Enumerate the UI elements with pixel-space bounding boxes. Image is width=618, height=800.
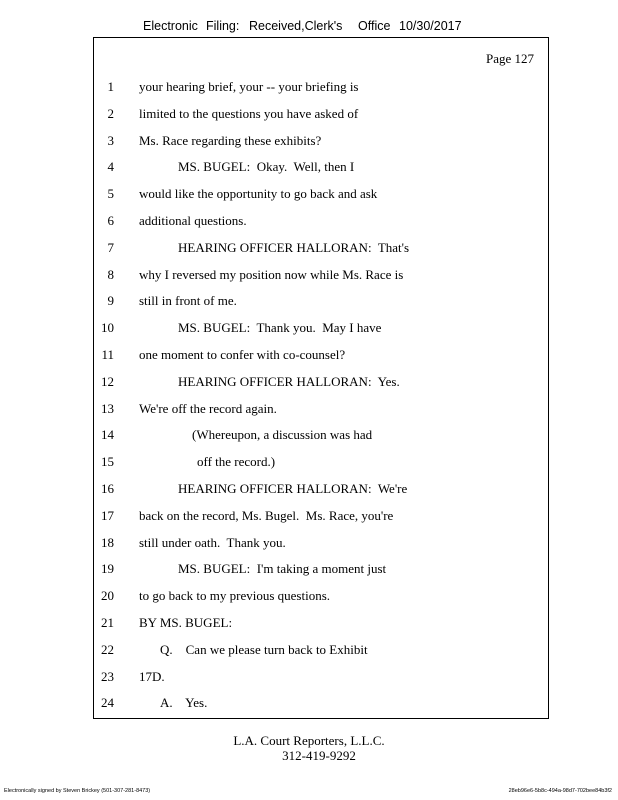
transcript-line [94,668,548,695]
line-number: 24 [101,695,114,711]
line-text: limited to the questions you have asked of [139,105,359,121]
line-number: 3 [107,132,114,148]
transcript-line [94,426,548,453]
line-text: A. Yes. [160,695,208,711]
filing-header [0,19,618,37]
line-text: would like the opportunity to go back and ask [139,186,378,202]
line-number: 8 [107,266,114,282]
line-text: still under oath. Thank you. [139,534,286,550]
line-text: to go back to my previous questions. [139,588,331,604]
page-number: Page 127 [485,51,534,66]
filing-header-office: Office [358,19,391,33]
line-text: HEARING OFFICER HALLORAN: Yes. [178,373,400,389]
line-number: 20 [101,588,114,604]
transcript-line [94,507,548,534]
line-text: additional questions. [139,212,247,228]
transcript-line [94,212,548,239]
transcript-line [94,266,548,293]
line-number: 1 [107,79,114,94]
line-number: 18 [101,534,114,550]
line-number: 21 [101,614,114,630]
transcript-line [94,373,548,400]
line-number: 4 [107,159,114,175]
transcript-line [94,534,548,561]
line-text: off the record.) [197,454,276,470]
line-text: still in front of me. [139,293,237,309]
line-number: 16 [101,480,114,496]
line-number: 2 [107,105,114,121]
filing-header-filing: Filing: [206,19,240,33]
filing-header-electronic: Electronic [143,19,198,33]
transcript-line [94,694,548,721]
transcript-line [94,346,548,373]
line-number: 22 [101,641,114,657]
transcript-lines [94,78,548,721]
footer-company: L.A. Court Reporters, L.L.C. [233,733,385,748]
line-number: 5 [107,186,114,202]
signature-hash: 28eb96e6-5b8c-494a-98d7-702bee84b3f2 [508,788,612,794]
line-number: 14 [101,427,114,443]
footer-phone: 312-419-9292 [282,748,356,763]
line-number: 19 [101,561,114,577]
line-text: (Whereupon, a discussion was had [192,427,373,443]
transcript-line [94,239,548,266]
line-number: 9 [107,293,114,309]
transcript-line [94,560,548,587]
transcript-line [94,453,548,480]
line-number: 6 [107,212,114,228]
line-text: Ms. Race regarding these exhibits? [139,132,322,148]
line-text: MS. BUGEL: Thank you. May I have [178,320,382,336]
line-text: why I reversed my position now while Ms. Race is [139,266,404,282]
filing-header-received: Received,Clerk's [249,19,343,33]
transcript-line [94,292,548,319]
transcript-line [94,132,548,159]
transcript-line [94,480,548,507]
transcript-line [94,105,548,132]
transcript-line [94,587,548,614]
line-number: 13 [101,400,114,416]
line-text: HEARING OFFICER HALLORAN: That's [178,239,410,255]
transcript-line [94,185,548,212]
line-number: 12 [101,373,114,389]
filing-header-date: 10/30/2017 [399,19,462,33]
line-text: one moment to confer with co-counsel? [139,346,346,362]
line-text: We're off the record again. [139,400,277,416]
line-number: 10 [101,320,114,336]
line-number: 7 [107,239,114,255]
line-number: 15 [101,454,114,470]
electronic-signature: Electronically signed by Steven Brickey (501-307-281-8473) [4,788,151,794]
line-text: 17D. [139,668,165,684]
line-text: MS. BUGEL: Okay. Well, then I [178,159,355,175]
line-text: Q. Can we please turn back to Exhibit [160,641,368,657]
transcript-line [94,641,548,668]
line-text: BY MS. BUGEL: [139,614,233,630]
transcript-line [94,158,548,185]
transcript-page [93,37,549,719]
transcript-line [94,400,548,427]
line-text: back on the record, Ms. Bugel. Ms. Race, you're [139,507,394,523]
line-text: MS. BUGEL: I'm taking a moment just [178,561,387,577]
transcript-line [94,78,548,105]
transcript-line [94,614,548,641]
transcript-line [94,319,548,346]
line-number: 17 [101,507,114,523]
line-text: your hearing brief, your -- your briefing is [139,79,359,94]
line-number: 11 [101,346,114,362]
line-text: HEARING OFFICER HALLORAN: We're [178,480,408,496]
line-number: 23 [101,668,114,684]
